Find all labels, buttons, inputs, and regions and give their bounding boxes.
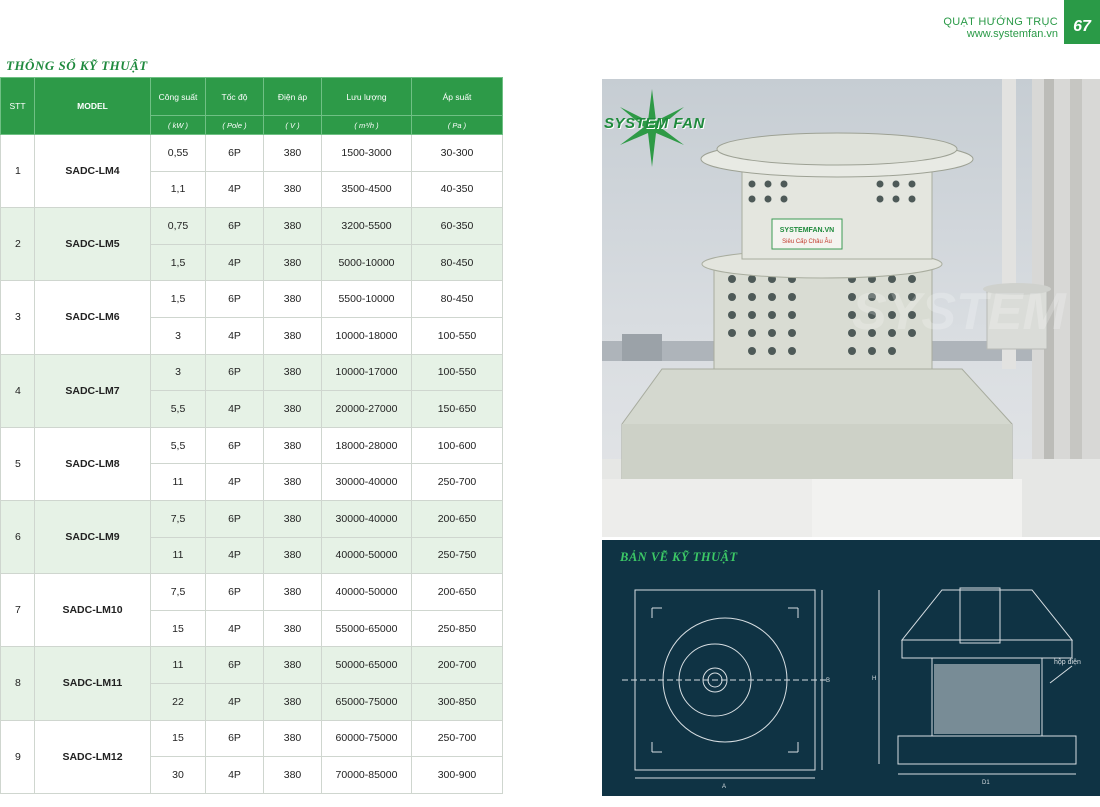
col-header-voltage: Điện áp	[264, 78, 322, 116]
unit-speed: ( Pole )	[206, 116, 264, 135]
technical-drawing-panel	[602, 540, 1100, 796]
speed-cell: 4P	[206, 317, 264, 354]
speed-cell: 4P	[206, 757, 264, 794]
model-cell: SADC-LM6	[35, 281, 151, 354]
logo-text: SYSTEM FAN	[604, 115, 705, 132]
flow-cell: 18000-28000	[322, 427, 412, 464]
flow-cell: 55000-65000	[322, 610, 412, 647]
power-cell: 5,5	[151, 427, 206, 464]
power-cell: 0,75	[151, 208, 206, 245]
top-cap-rim	[717, 133, 957, 165]
pressure-cell: 250-700	[412, 720, 503, 757]
voltage-cell: 380	[264, 757, 322, 794]
power-cell: 7,5	[151, 500, 206, 537]
voltage-cell: 380	[264, 720, 322, 757]
model-cell: SADC-LM4	[35, 135, 151, 208]
voltage-cell: 380	[264, 464, 322, 501]
model-cell: SADC-LM9	[35, 500, 151, 573]
flow-cell: 65000-75000	[322, 683, 412, 720]
table-row	[1, 354, 503, 391]
speed-cell: 4P	[206, 537, 264, 574]
leader-line	[1050, 666, 1072, 683]
col-header-flow: Lưu lượng	[322, 78, 412, 116]
flow-cell: 5000-10000	[322, 244, 412, 281]
header-title: QUẠT HƯỚNG TRỤC	[943, 16, 1058, 28]
page-number: 67	[1064, 0, 1100, 44]
table-row	[1, 281, 503, 318]
pressure-cell: 80-450	[412, 244, 503, 281]
col-header-pressure: Áp suất	[412, 78, 503, 116]
speed-cell: 6P	[206, 427, 264, 464]
power-cell: 7,5	[151, 574, 206, 611]
speed-cell: 6P	[206, 500, 264, 537]
stt-cell: 1	[1, 135, 35, 208]
side-view-hood	[902, 590, 1072, 640]
stt-cell: 6	[1, 500, 35, 573]
flow-cell: 20000-27000	[322, 391, 412, 428]
flow-cell: 1500-3000	[322, 135, 412, 172]
voltage-cell: 380	[264, 647, 322, 684]
voltage-cell: 380	[264, 500, 322, 537]
flow-cell: 10000-17000	[322, 354, 412, 391]
voltage-cell: 380	[264, 135, 322, 172]
pressure-cell: 40-350	[412, 171, 503, 208]
electric-box-label: hộp điện	[1054, 659, 1081, 666]
spec-table	[0, 77, 503, 794]
unit-voltage: ( V )	[264, 116, 322, 135]
support-block	[812, 479, 1022, 537]
table-row	[1, 720, 503, 757]
dim-label-d: D1	[982, 780, 990, 786]
voltage-cell: 380	[264, 354, 322, 391]
flow-cell: 30000-40000	[322, 500, 412, 537]
power-cell: 11	[151, 647, 206, 684]
speed-cell: 4P	[206, 171, 264, 208]
mesh-pattern	[934, 664, 1040, 734]
stt-cell: 7	[1, 574, 35, 647]
flow-cell: 50000-65000	[322, 647, 412, 684]
power-cell: 15	[151, 610, 206, 647]
power-cell: 15	[151, 720, 206, 757]
dim-label-h: H	[872, 676, 877, 682]
voltage-cell: 380	[264, 281, 322, 318]
flow-cell: 40000-50000	[322, 574, 412, 611]
speed-cell: 6P	[206, 135, 264, 172]
table-row	[1, 135, 503, 172]
stt-cell: 3	[1, 281, 35, 354]
spec-table-body	[1, 135, 503, 794]
flow-cell: 3500-4500	[322, 171, 412, 208]
model-cell: SADC-LM7	[35, 354, 151, 427]
support-block	[602, 479, 812, 537]
model-cell: SADC-LM12	[35, 720, 151, 793]
unit-flow: ( m³/h )	[322, 116, 412, 135]
speed-cell: 6P	[206, 208, 264, 245]
table-row	[1, 427, 503, 464]
pressure-cell: 30-300	[412, 135, 503, 172]
model-cell: SADC-LM5	[35, 208, 151, 281]
technical-drawing	[602, 540, 1100, 796]
table-row	[1, 574, 503, 611]
power-cell: 1,5	[151, 244, 206, 281]
fan-base-lower	[622, 424, 1012, 479]
power-cell: 3	[151, 354, 206, 391]
pressure-cell: 100-550	[412, 317, 503, 354]
speed-cell: 4P	[206, 464, 264, 501]
power-cell: 0,55	[151, 135, 206, 172]
pressure-cell: 250-850	[412, 610, 503, 647]
col-header-speed: Tốc độ	[206, 78, 264, 116]
dim-label-b: B	[826, 678, 831, 684]
product-label-tagline: Siêu Cấp Châu Âu	[782, 239, 832, 245]
product-photo	[602, 79, 1100, 537]
flow-cell: 40000-50000	[322, 537, 412, 574]
stt-cell: 2	[1, 208, 35, 281]
speed-cell: 6P	[206, 720, 264, 757]
flow-cell: 30000-40000	[322, 464, 412, 501]
flow-cell: 5500-10000	[322, 281, 412, 318]
col-header-model: MODEL	[35, 78, 151, 135]
power-cell: 1,1	[151, 171, 206, 208]
power-cell: 5,5	[151, 391, 206, 428]
flow-cell: 70000-85000	[322, 757, 412, 794]
flow-cell: 10000-18000	[322, 317, 412, 354]
flow-cell: 3200-5500	[322, 208, 412, 245]
side-view-base	[898, 736, 1076, 764]
pressure-cell: 150-650	[412, 391, 503, 428]
pressure-cell: 100-550	[412, 354, 503, 391]
pressure-cell: 60-350	[412, 208, 503, 245]
model-cell: SADC-LM10	[35, 574, 151, 647]
voltage-cell: 380	[264, 171, 322, 208]
voltage-cell: 380	[264, 244, 322, 281]
page-header	[943, 0, 1100, 44]
voltage-cell: 380	[264, 683, 322, 720]
power-cell: 1,5	[151, 281, 206, 318]
pressure-cell: 250-750	[412, 537, 503, 574]
stt-cell: 9	[1, 720, 35, 793]
building	[622, 334, 662, 361]
side-view-motor	[960, 588, 1000, 643]
power-cell: 22	[151, 683, 206, 720]
stt-cell: 4	[1, 354, 35, 427]
dim-label-a: A	[722, 784, 727, 790]
pressure-cell: 80-450	[412, 281, 503, 318]
pressure-cell: 100-600	[412, 427, 503, 464]
pressure-cell: 200-650	[412, 574, 503, 611]
pressure-cell: 300-900	[412, 757, 503, 794]
speed-cell: 6P	[206, 354, 264, 391]
speed-cell: 6P	[206, 574, 264, 611]
model-cell: SADC-LM8	[35, 427, 151, 500]
speed-cell: 4P	[206, 391, 264, 428]
power-cell: 11	[151, 464, 206, 501]
table-row	[1, 500, 503, 537]
unit-power: ( kW )	[151, 116, 206, 135]
watermark: SYSTEM	[852, 283, 1066, 341]
product-label-brand: SYSTEMFAN.VN	[779, 227, 835, 234]
pressure-cell: 200-650	[412, 500, 503, 537]
voltage-cell: 380	[264, 427, 322, 464]
flow-cell: 60000-75000	[322, 720, 412, 757]
speed-cell: 4P	[206, 683, 264, 720]
voltage-cell: 380	[264, 208, 322, 245]
voltage-cell: 380	[264, 537, 322, 574]
speed-cell: 4P	[206, 244, 264, 281]
header-text	[943, 0, 1064, 40]
voltage-cell: 380	[264, 391, 322, 428]
unit-pressure: ( Pa )	[412, 116, 503, 135]
pressure-cell: 200-700	[412, 647, 503, 684]
speed-cell: 4P	[206, 610, 264, 647]
power-cell: 3	[151, 317, 206, 354]
col-header-power: Công suất	[151, 78, 206, 116]
speed-cell: 6P	[206, 647, 264, 684]
spec-section-title: THÔNG SỐ KỸ THUẬT	[6, 58, 148, 73]
model-cell: SADC-LM11	[35, 647, 151, 720]
speed-cell: 6P	[206, 281, 264, 318]
voltage-cell: 380	[264, 610, 322, 647]
voltage-cell: 380	[264, 574, 322, 611]
stt-cell: 5	[1, 427, 35, 500]
table-row	[1, 647, 503, 684]
power-cell: 11	[151, 537, 206, 574]
header-website: www.systemfan.vn	[966, 28, 1058, 40]
table-row	[1, 208, 503, 245]
col-header-stt: STT	[1, 78, 35, 135]
stt-cell: 8	[1, 647, 35, 720]
power-cell: 30	[151, 757, 206, 794]
voltage-cell: 380	[264, 317, 322, 354]
pressure-cell: 250-700	[412, 464, 503, 501]
drawing-section-title: BẢN VẼ KỸ THUẬT	[620, 550, 738, 564]
pressure-cell: 300-850	[412, 683, 503, 720]
